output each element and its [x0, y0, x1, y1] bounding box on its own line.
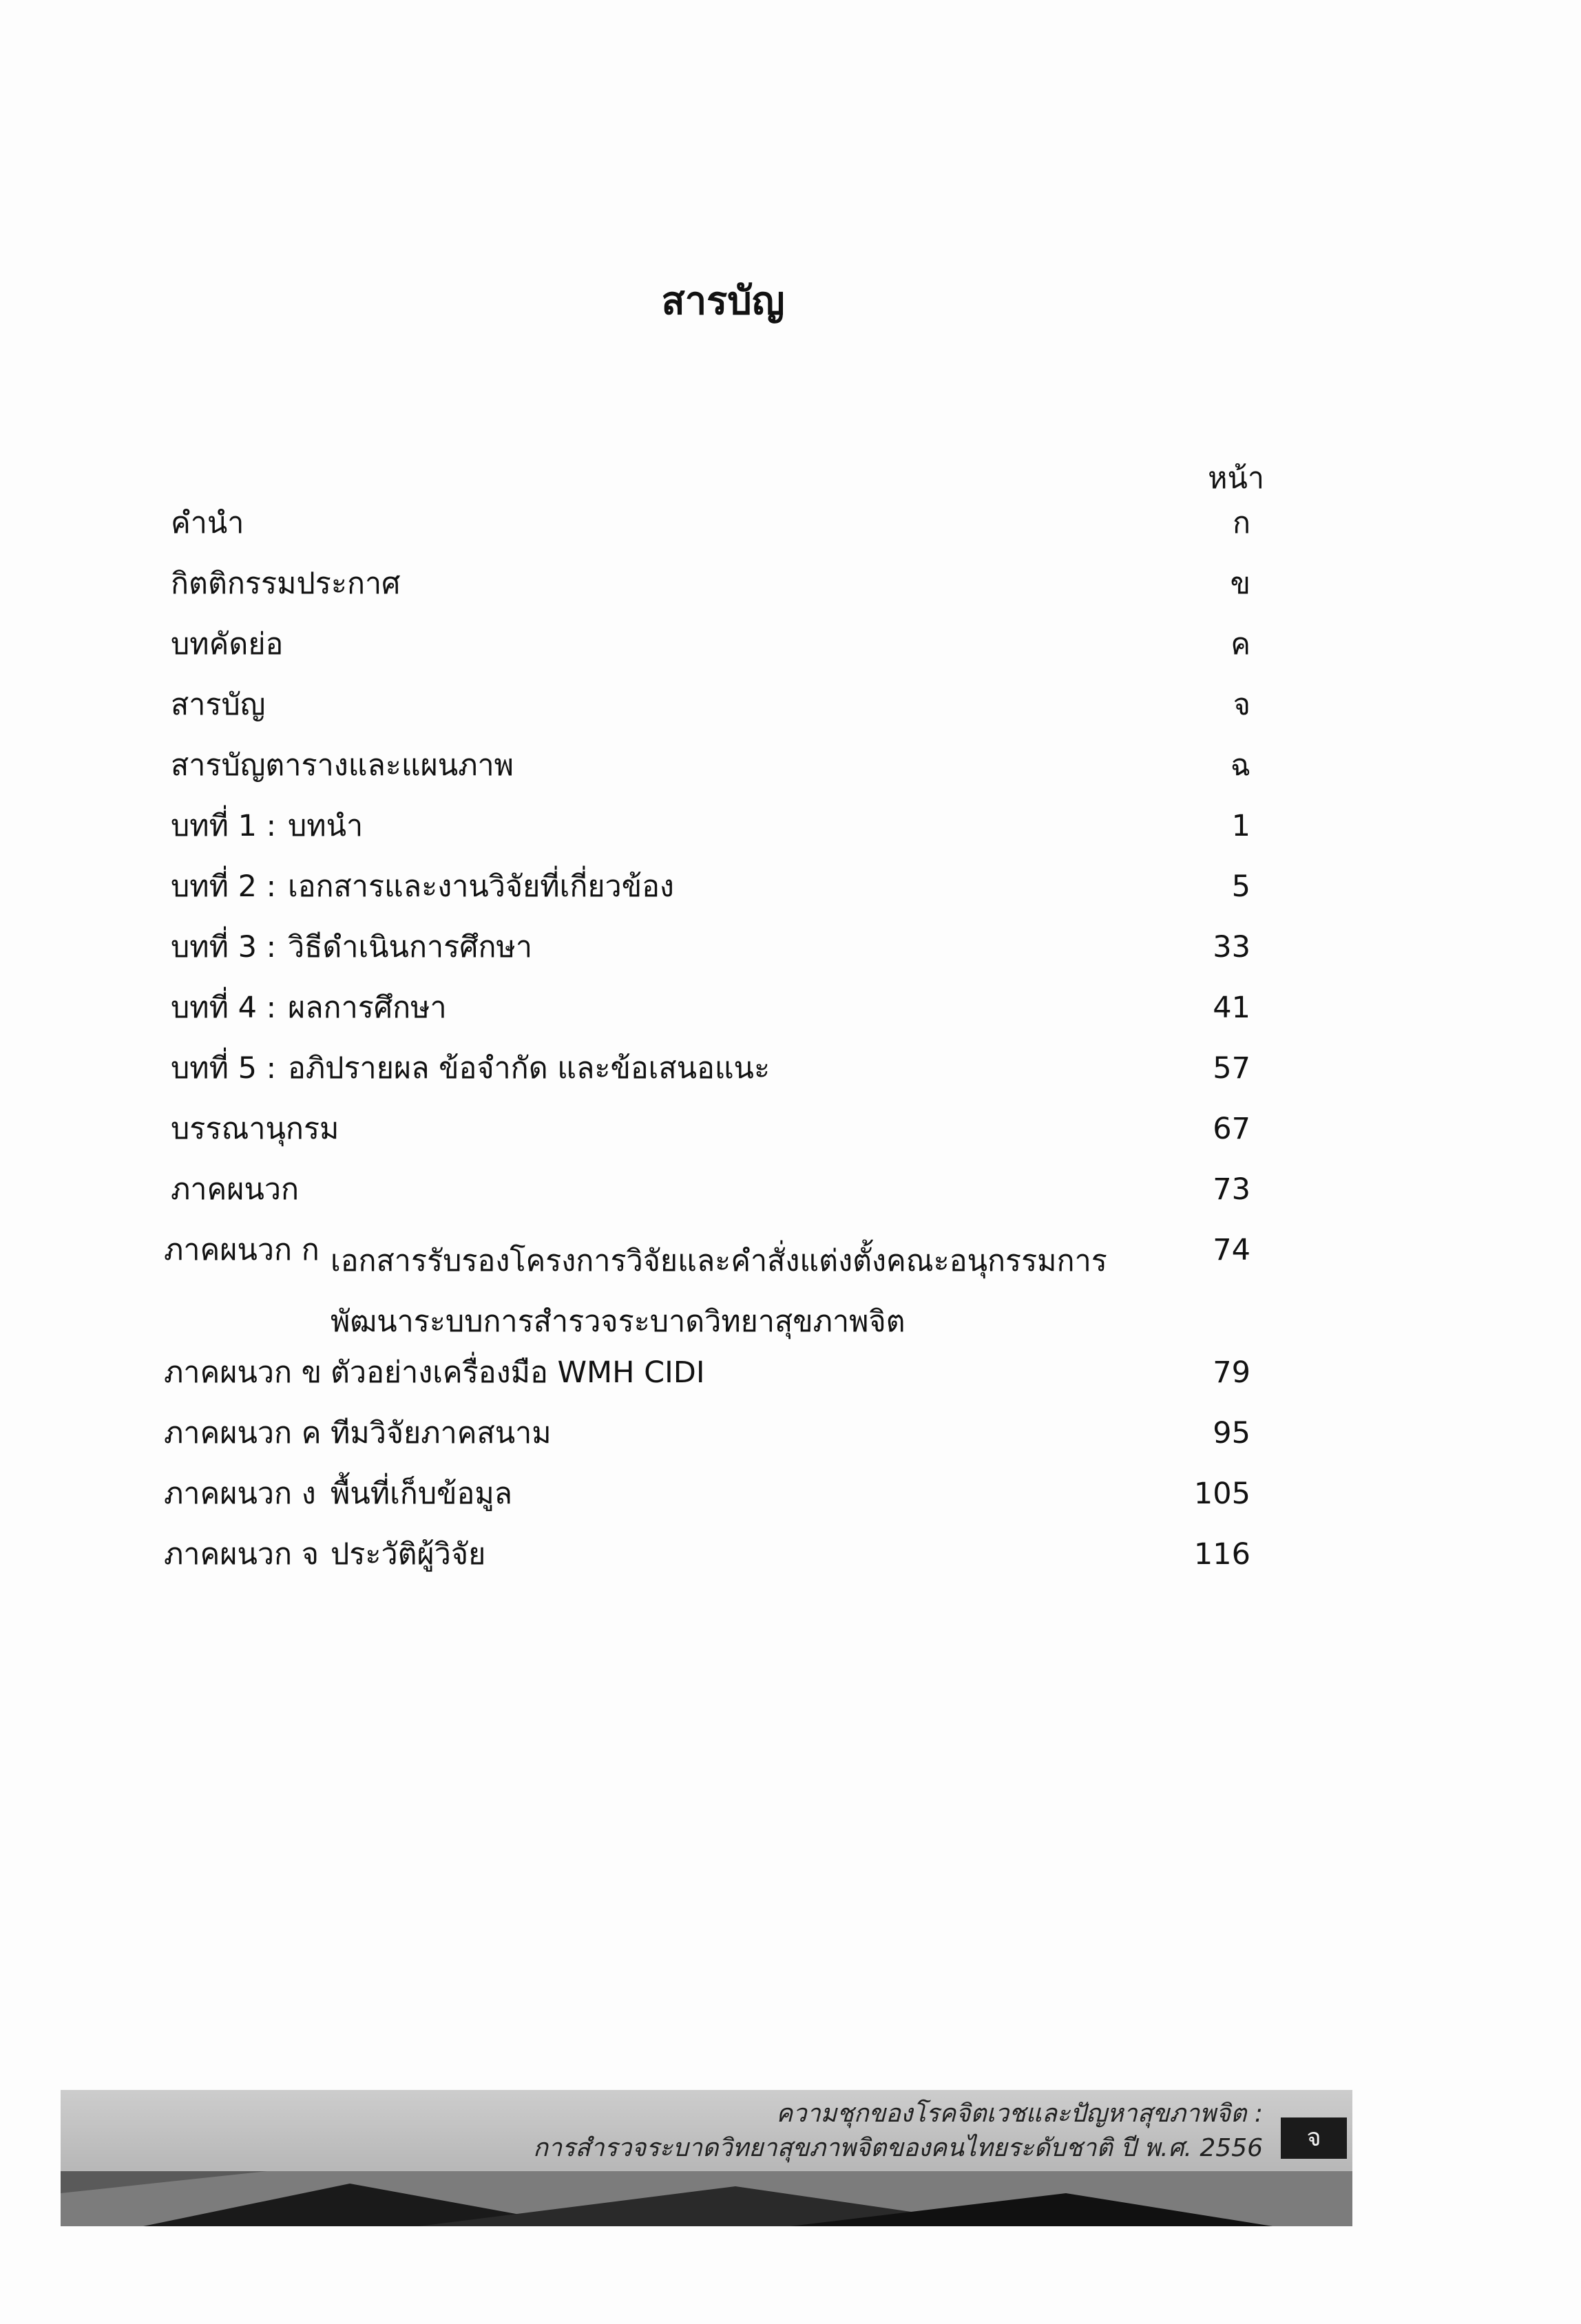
toc-entry-page: 95 [1213, 1416, 1250, 1450]
toc-entry-page: ก [1232, 506, 1250, 540]
toc-entry-label: ประวัติผู้วิจัย [331, 1537, 486, 1572]
toc-entry-chapter-4[interactable] [0, 989, 1581, 1037]
toc-entry-label: เอกสารและงานวิจัยที่เกี่ยวข้อง [288, 869, 674, 904]
toc-entry-abstract[interactable] [0, 625, 1581, 673]
toc-entry-label: สารบัญ [171, 688, 266, 722]
toc-entry-page: ข [1230, 567, 1250, 601]
toc-entry-prefix: บทที่ 3 : [171, 930, 277, 964]
toc-entry-page: 74 [1213, 1233, 1250, 1267]
toc-entry-chapter-5[interactable] [0, 1049, 1581, 1097]
toc-entry-label: บทคัดย่อ [171, 627, 284, 662]
toc-entry-page: 5 [1231, 869, 1250, 904]
toc-entry-label: บทนำ [288, 809, 364, 843]
footer-line-1: ความชุกของโรคจิตเวชและปัญหาสุขภาพจิต : [776, 2100, 1263, 2128]
toc-entry-page: 79 [1213, 1355, 1250, 1390]
toc-entry-appendix-c[interactable] [0, 1414, 1581, 1462]
toc-entry-page: 67 [1213, 1112, 1250, 1146]
toc-entry-page: 41 [1213, 991, 1250, 1025]
toc-entry-chapter-1[interactable] [0, 807, 1581, 855]
toc-entry-page: ค [1231, 627, 1250, 662]
footer-banner [61, 2090, 1352, 2226]
toc-entry-prefix: ภาคผนวก ค [164, 1416, 322, 1450]
toc-entry-label-line-2: พัฒนาระบบการสำรวจระบาดวิทยาสุขภาพจิต [331, 1304, 905, 1339]
toc-entry-label: บรรณานุกรม [171, 1112, 339, 1146]
toc-entry-label: ภาคผนวก [171, 1172, 300, 1207]
toc-entry-prefix: ภาคผนวก จ [164, 1537, 319, 1572]
toc-entry-appendix-e[interactable] [0, 1535, 1581, 1583]
toc-entry-page: จ [1233, 688, 1250, 722]
toc-entry-prefix: ภาคผนวก ง [164, 1477, 316, 1511]
toc-entry-page: 105 [1193, 1477, 1250, 1511]
toc-entry-page: 57 [1213, 1051, 1250, 1086]
toc-entry-contents[interactable] [0, 686, 1581, 734]
toc-entry-label: ตัวอย่างเครื่องมือ WMH CIDI [331, 1355, 705, 1390]
toc-entry-appendix-d[interactable] [0, 1475, 1581, 1523]
toc-entry-appendix-a[interactable] [0, 1231, 1581, 1341]
toc-entry-appendix-b[interactable] [0, 1353, 1581, 1402]
footer-text [533, 2097, 1263, 2166]
toc-entry-foreword[interactable] [0, 504, 1581, 552]
page-title: สารบัญ [661, 279, 785, 324]
toc-entry-label: สารบัญตารางและแผนภาพ [171, 748, 514, 783]
toc-entry-acknowledgements[interactable] [0, 564, 1581, 613]
toc-entry-appendix[interactable] [0, 1170, 1581, 1218]
toc-entry-chapter-3[interactable] [0, 928, 1581, 976]
toc-entry-prefix: บทที่ 2 : [171, 869, 277, 904]
toc-entry-page: 1 [1231, 809, 1250, 843]
toc-entry-prefix: บทที่ 4 : [171, 991, 277, 1025]
toc-entry-label: พื้นที่เก็บข้อมูล [331, 1477, 513, 1511]
toc-entry-label: อภิปรายผล ข้อจำกัด และข้อเสนอแนะ [288, 1051, 771, 1086]
toc-entry-label: ทีมวิจัยภาคสนาม [331, 1416, 552, 1450]
toc-entry-label [331, 1231, 1107, 1352]
toc-entry-page: ฉ [1230, 748, 1250, 783]
toc-entry-label: คำนำ [171, 506, 244, 540]
toc-entry-chapter-2[interactable] [0, 867, 1581, 916]
toc-entry-page: 33 [1213, 930, 1250, 964]
toc-entry-page: 116 [1193, 1537, 1250, 1572]
toc-entry-label: ผลการศึกษา [288, 991, 447, 1025]
toc-entry-prefix: ภาคผนวก ข [164, 1355, 322, 1390]
toc-entry-label: กิตติกรรมประกาศ [171, 567, 401, 601]
toc-entry-label: วิธีดำเนินการศึกษา [288, 930, 533, 964]
toc-entry-prefix: บทที่ 5 : [171, 1051, 277, 1086]
footer-line-2: การสำรวจระบาดวิทยาสุขภาพจิตของคนไทยระดับชาติ ปี พ.ศ. 2556 [533, 2134, 1263, 2162]
page-column-header: หน้า [1208, 461, 1264, 496]
page-number-badge: จ [1281, 2117, 1347, 2159]
toc-entry-prefix: บทที่ 1 : [171, 809, 277, 843]
toc-entry-list-of-tables[interactable] [0, 746, 1581, 794]
toc-entry-bibliography[interactable] [0, 1110, 1581, 1158]
toc-entry-prefix: ภาคผนวก ก [164, 1233, 320, 1267]
toc-entry-page: 73 [1213, 1172, 1250, 1207]
toc-entry-label-line-1: เอกสารรับรองโครงการวิจัยและคำสั่งแต่งตั้งคณะอนุกรรมการ [331, 1244, 1107, 1278]
